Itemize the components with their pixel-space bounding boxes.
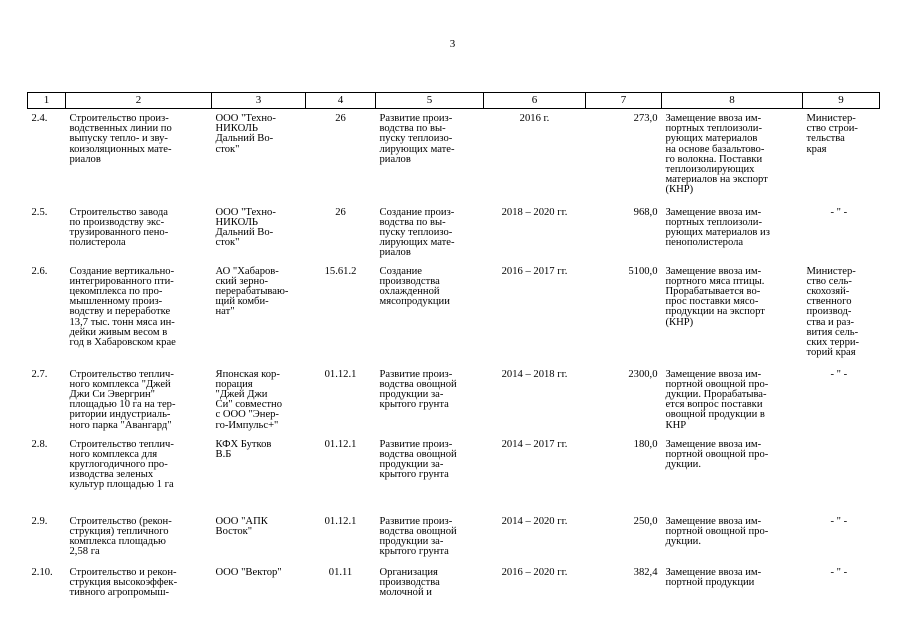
amount: 2300,0	[628, 368, 658, 380]
activity-code: 26	[335, 206, 346, 218]
project-name: Строительство теплич- ного комплекса для круглогодичного про- изводства зеленых культур площадью 1 га	[69, 438, 174, 491]
organization: ООО "Вектор"	[215, 566, 282, 578]
responsible-body	[803, 435, 880, 512]
project-name: Строительство произ- водственных линии по выпуску тепло- и зву- коизоляционных мате- риалов	[69, 113, 172, 165]
responsible-body: - " -	[830, 368, 848, 380]
import-effect: Замещение ввоза им- портных теплоизоли- рующих материалов на основе базальтово- го волокна. Поставки теплоизолирующих материалов на экспорт (КНР)	[665, 113, 768, 196]
organization: ООО "АПК Восток"	[215, 515, 268, 537]
col-header-7: 7	[586, 93, 662, 109]
period: 2016 г.	[519, 113, 550, 124]
activity-code: 01.12.1	[324, 368, 357, 380]
table-row	[28, 435, 880, 512]
project-goal: Развитие произ- водства по вы- пуску теплоизо- лирующих мате- риалов	[379, 113, 455, 165]
table-row	[28, 512, 880, 563]
row-number: 2.4.	[31, 113, 48, 124]
project-goal: Развитие произ- водства овощной продукции за- крытого грунта	[379, 368, 457, 411]
col-header-9: 9	[803, 93, 880, 109]
table-row	[28, 109, 880, 203]
project-name: Строительство (рекон- струкция) тепличного комплекса площадью 2,58 га	[69, 515, 172, 558]
row-number: 2.9.	[31, 515, 48, 527]
organization: Японская кор- порация "Джей Джи Си" совместно с ООО "Энер- го-Импульс+"	[215, 368, 282, 431]
amount: 250,0	[633, 515, 658, 527]
table-row	[28, 262, 880, 365]
table-row	[28, 365, 880, 435]
col-header-5: 5	[376, 93, 484, 109]
projects-table	[27, 92, 880, 603]
responsible-body: Министер- ство строи- тельства края	[806, 113, 858, 155]
page-number: 3	[449, 38, 456, 50]
row-number: 2.7.	[31, 368, 48, 380]
project-goal: Развитие произ- водства овощной продукции за- крытого грунта	[379, 438, 457, 481]
row-number: 2.5.	[31, 206, 48, 218]
project-goal: Организация производства молочной и	[379, 566, 440, 598]
project-goal: Создание производства охлажденной мясопродукции	[379, 265, 450, 308]
organization: КФХ Бутков В.Б	[215, 438, 272, 460]
activity-code: 15.61.2	[324, 265, 357, 277]
amount: 382,4	[633, 566, 658, 578]
import-effect: Замещение ввоза им- портной овощной про- дукции.	[665, 515, 769, 547]
import-effect: Замещение ввоза им- портного мяса птицы. Прорабатывается во- прос поставки мясо- продукции на экспорт (КНР)	[665, 265, 765, 328]
import-effect: Замещение ввоза им- портной продукции	[665, 566, 762, 588]
col-header-3: 3	[212, 93, 306, 109]
period: 2018 – 2020 гг.	[501, 206, 568, 218]
amount: 273,0	[633, 113, 658, 124]
table-row	[28, 203, 880, 262]
row-number: 2.8.	[31, 438, 48, 450]
header-row	[28, 93, 880, 109]
col-header-2: 2	[66, 93, 212, 109]
table-row	[28, 563, 880, 603]
period: 2014 – 2020 гг.	[501, 515, 568, 527]
import-effect: Замещение ввоза им- портной овощной про- дукции.	[665, 438, 769, 470]
responsible-body: - " -	[830, 515, 848, 527]
project-name: Строительство теплич- ного комплекса "Джей Джи Си Эвергрин" площадью 10 га на тер- ритории индустриаль- ного парка "Авангард"	[69, 368, 176, 431]
activity-code: 01.12.1	[324, 438, 357, 450]
project-goal: Создание произ- водства по вы- пуску теплоизо- лирующих мате- риалов	[379, 206, 455, 259]
project-goal: Развитие произ- водства овощной продукции за- крытого грунта	[379, 515, 457, 558]
period: 2014 – 2017 гг.	[501, 438, 568, 450]
activity-code: 26	[335, 113, 346, 124]
responsible-body: - " -	[830, 206, 848, 218]
col-header-8: 8	[662, 93, 803, 109]
project-name: Строительство и рекон- струкция высокоэффек- тивного агропромыш-	[69, 566, 178, 598]
organization: ООО "Техно- НИКОЛЬ Дальний Во- сток"	[215, 113, 276, 155]
row-number: 2.10.	[31, 566, 53, 578]
period: 2016 – 2017 гг.	[501, 265, 568, 277]
project-name: Создание вертикально- интегрированного пти- цекомплекса по про- мышленному произ- водству и переработке 13,7 тыс. тонн мяса ин- дейки живым весом в год в Хабаровском крае	[69, 265, 176, 348]
amount: 5100,0	[628, 265, 658, 277]
col-header-1: 1	[28, 93, 66, 109]
col-header-6: 6	[484, 93, 586, 109]
period: 2016 – 2020 гг.	[501, 566, 568, 578]
organization: ООО "Техно- НИКОЛЬ Дальний Во- сток"	[215, 206, 276, 249]
period: 2014 – 2018 гг.	[501, 368, 568, 380]
import-effect: Замещение ввоза им- портной овощной про- дукции. Прорабатыва- ется вопрос поставки овощной продукции в КНР	[665, 368, 769, 431]
amount: 968,0	[633, 206, 658, 218]
activity-code: 01.12.1	[324, 515, 357, 527]
amount: 180,0	[633, 438, 658, 450]
responsible-body: Министер- ство сель- скохозяй- ственного производ- ства и раз- вития сель- ских терри- торий края	[806, 265, 860, 359]
organization: АО "Хабаров- ский зерно- перерабатываю- щий комби- нат"	[215, 265, 289, 318]
row-number: 2.6.	[31, 265, 48, 277]
responsible-body: - " -	[830, 566, 848, 578]
col-header-4: 4	[306, 93, 376, 109]
import-effect: Замещение ввоза им- портных теплоизоли- рующих материалов из пенополистерола	[665, 206, 770, 249]
activity-code: 01.11	[328, 566, 353, 578]
project-name: Строительство завода по производству экс- трузированного пено- полистерола	[69, 206, 169, 249]
